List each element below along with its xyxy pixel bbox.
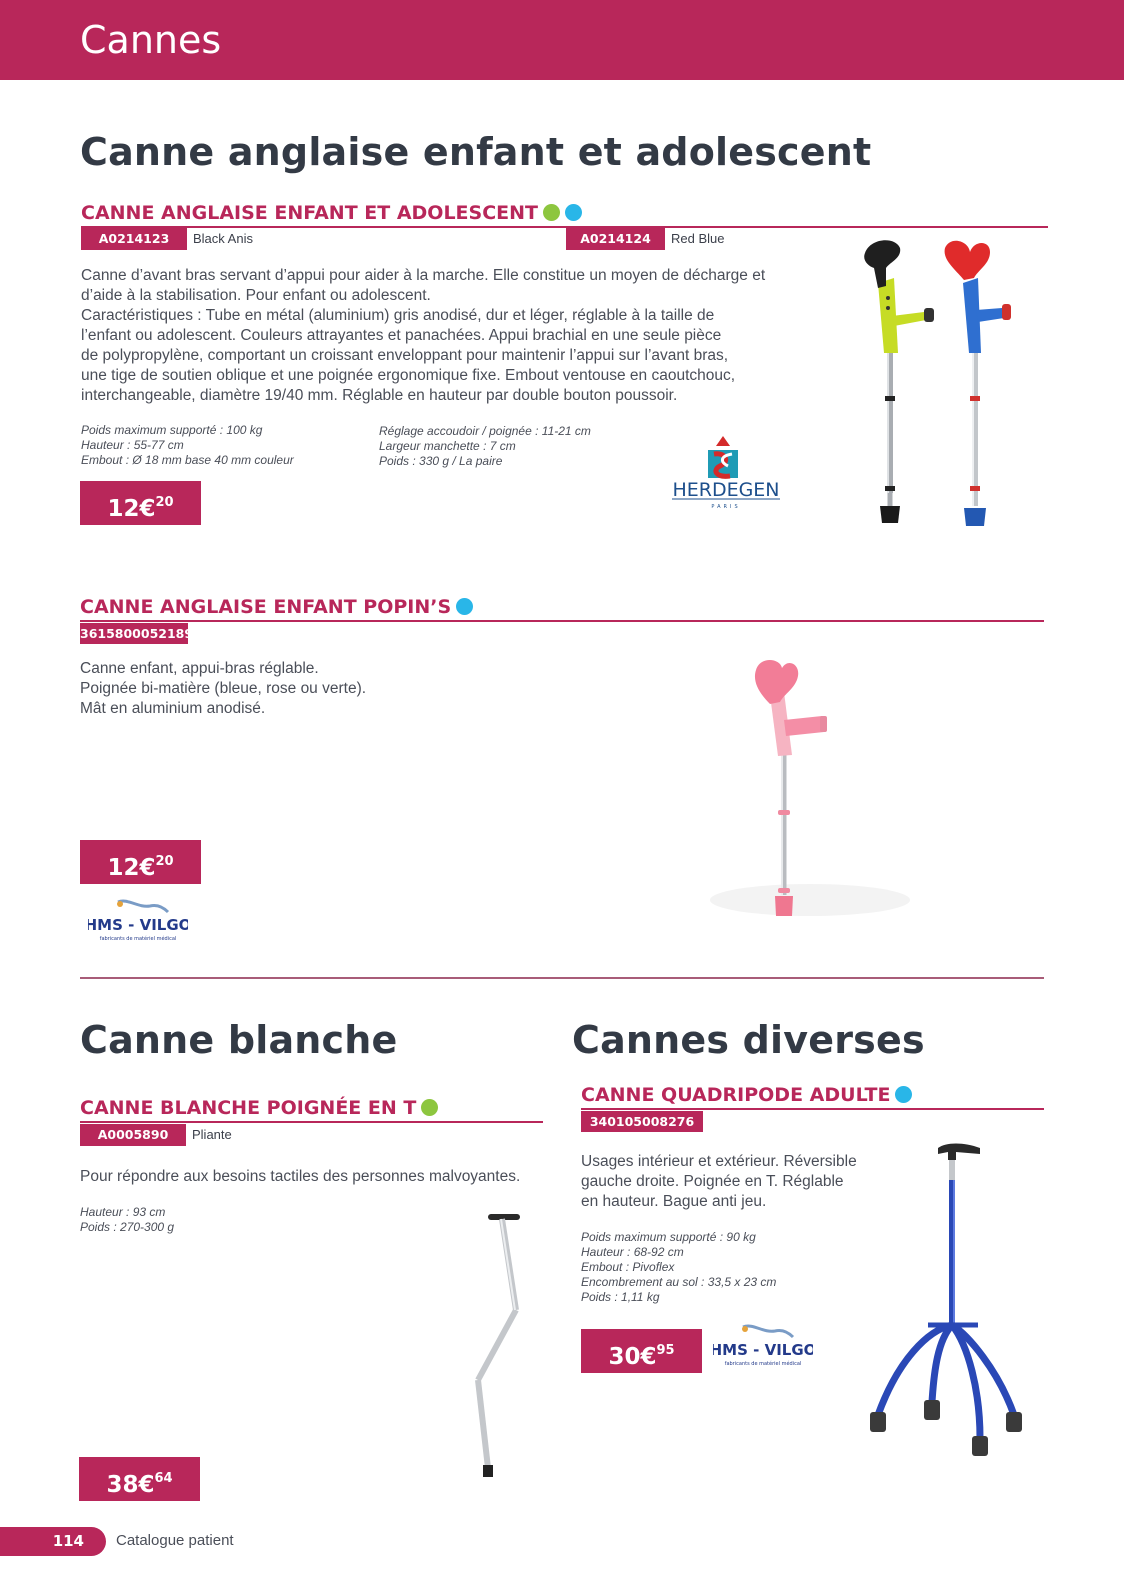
price-tag bbox=[80, 481, 201, 525]
spec-line: Hauteur : 68-92 cm bbox=[581, 1245, 684, 1259]
price-decimal: 64 bbox=[154, 1471, 173, 1486]
product-title-text: CANNE ANGLAISE ENFANT POPIN’S bbox=[80, 596, 452, 618]
product-title-text: CANNE QUADRIPODE ADULTE bbox=[581, 1084, 891, 1106]
description-line: Canne enfant, appui-bras réglable. bbox=[80, 660, 319, 677]
section-heading-canne-anglaise: Canne anglaise enfant et adolescent bbox=[80, 130, 872, 174]
spec-line: Poids : 1,11 kg bbox=[581, 1290, 660, 1304]
product-underline bbox=[581, 1108, 1044, 1110]
product-description: Pour répondre aux besoins tactiles des personnes malvoyantes. bbox=[80, 1168, 521, 1185]
page-title: Cannes bbox=[80, 18, 222, 62]
spec-line: Embout : Pivoflex bbox=[581, 1260, 675, 1274]
svg-text:HERDEGEN: HERDEGEN bbox=[672, 479, 780, 501]
price-decimal: 95 bbox=[656, 1343, 675, 1358]
description-line: une tige de soutien oblique et une poignée ergonomique fixe. Embout ventouse en caoutchouc, bbox=[81, 367, 736, 384]
color-dot-blue bbox=[565, 204, 582, 221]
price-integer: 38€ bbox=[106, 1472, 155, 1498]
price-integer: 12€ bbox=[107, 496, 156, 522]
footer-label: Catalogue patient bbox=[116, 1532, 234, 1549]
description-line: de polypropylène, comportant un croissant enveloppant pour maintenir l’appui sur l’avant bras, bbox=[81, 347, 729, 364]
spec-line: Hauteur : 93 cm bbox=[80, 1205, 166, 1219]
description-line: d’aide à la stabilisation. Pour enfant ou adolescent. bbox=[81, 287, 431, 304]
product-specs-right bbox=[379, 424, 591, 469]
ref-label: Red Blue bbox=[671, 231, 725, 246]
section-heading-canne-blanche: Canne blanche bbox=[80, 1018, 398, 1062]
svg-text:HMS - VILGO: HMS - VILGO bbox=[713, 1341, 813, 1359]
description-line: Poignée bi-matière (bleue, rose ou verte). bbox=[80, 680, 367, 697]
spec-line: Embout : Ø 18 mm base 40 mm couleur bbox=[81, 453, 294, 467]
spec-line: Poids maximum supporté : 100 kg bbox=[81, 423, 263, 437]
product-image-crutches bbox=[850, 238, 1030, 538]
price-tag bbox=[581, 1329, 702, 1373]
ref-code: 3615800052189 bbox=[80, 623, 188, 644]
product-title-canne-anglaise bbox=[81, 202, 582, 224]
spec-line: Poids : 270-300 g bbox=[80, 1220, 175, 1234]
section-heading-cannes-diverses: Cannes diverses bbox=[572, 1018, 925, 1062]
product-description bbox=[581, 1152, 881, 1212]
herdegen-logo bbox=[670, 432, 782, 512]
hms-vilgo-logo bbox=[713, 1322, 813, 1372]
description-line: l’enfant ou adolescent. Couleurs attrayantes et panachées. Appui brachial en une seule pièce bbox=[81, 327, 722, 344]
description-line: Mât en aluminium anodisé. bbox=[80, 700, 266, 717]
product-title-quadripode bbox=[581, 1084, 912, 1106]
spec-line: Largeur manchette : 7 cm bbox=[379, 439, 516, 453]
price-decimal: 20 bbox=[155, 495, 174, 510]
product-specs-left bbox=[81, 423, 294, 468]
product-title-canne-blanche bbox=[80, 1097, 438, 1119]
description-line: en hauteur. Bague anti jeu. bbox=[581, 1193, 767, 1210]
product-description bbox=[81, 266, 821, 406]
price-integer: 12€ bbox=[107, 855, 156, 881]
ref-code: A0214123 bbox=[81, 228, 187, 250]
product-underline bbox=[80, 1121, 543, 1123]
price-integer: 30€ bbox=[608, 1344, 657, 1370]
spec-line: Poids : 330 g / La paire bbox=[379, 454, 503, 468]
ref-label: Black Anis bbox=[193, 231, 253, 246]
product-title-popins bbox=[80, 596, 473, 618]
svg-text:PARIS: PARIS bbox=[711, 504, 741, 510]
color-dot-blue bbox=[456, 598, 473, 615]
product-title-text: CANNE BLANCHE POIGNÉE EN T bbox=[80, 1097, 417, 1119]
product-underline bbox=[80, 620, 1044, 622]
description-line: Canne d’avant bras servant d’appui pour aider à la marche. Elle constitue un moyen de décharge et bbox=[81, 267, 766, 284]
spec-line: Réglage accoudoir / poignée : 11-21 cm bbox=[379, 424, 591, 438]
product-image-white-cane bbox=[470, 1210, 540, 1480]
price-tag bbox=[79, 1457, 200, 1501]
color-dot-green bbox=[421, 1099, 438, 1116]
spec-line: Hauteur : 55-77 cm bbox=[81, 438, 184, 452]
product-image-pink-crutch bbox=[700, 660, 920, 960]
color-dot-blue bbox=[895, 1086, 912, 1103]
product-specs bbox=[80, 1205, 174, 1235]
product-title-text: CANNE ANGLAISE ENFANT ET ADOLESCENT bbox=[81, 202, 539, 224]
product-image-quad-cane bbox=[868, 1140, 1038, 1480]
description-line: Usages intérieur et extérieur. Réversible bbox=[581, 1153, 857, 1170]
svg-text:fabricants de matériel médical: fabricants de matériel médical bbox=[724, 1361, 802, 1367]
ref-code: A0005890 bbox=[80, 1124, 186, 1146]
ref-code: A0214124 bbox=[566, 228, 665, 250]
ref-code: 340105008276 bbox=[581, 1111, 703, 1132]
description-line: gauche droite. Poignée en T. Réglable bbox=[581, 1173, 844, 1190]
price-decimal: 20 bbox=[155, 854, 174, 869]
description-line: interchangeable, diamètre 19/40 mm. Réglable en hauteur par double bouton poussoir. bbox=[81, 387, 678, 404]
product-description bbox=[80, 659, 480, 719]
spec-line: Poids maximum supporté : 90 kg bbox=[581, 1230, 756, 1244]
svg-text:HMS - VILGO: HMS - VILGO bbox=[88, 916, 188, 934]
description-line: Caractéristiques : Tube en métal (aluminium) gris anodisé, dur et léger, réglable à la taille de bbox=[81, 307, 715, 324]
hms-vilgo-logo bbox=[88, 898, 188, 946]
svg-text:fabricants de matériel médical: fabricants de matériel médical bbox=[99, 936, 177, 942]
color-dot-green bbox=[543, 204, 560, 221]
price-tag bbox=[80, 840, 201, 884]
spec-line: Encombrement au sol : 33,5 x 23 cm bbox=[581, 1275, 777, 1289]
section-divider bbox=[80, 977, 1044, 979]
page-number: 114 bbox=[0, 1527, 106, 1556]
product-specs bbox=[581, 1230, 776, 1305]
ref-label: Pliante bbox=[192, 1127, 232, 1142]
